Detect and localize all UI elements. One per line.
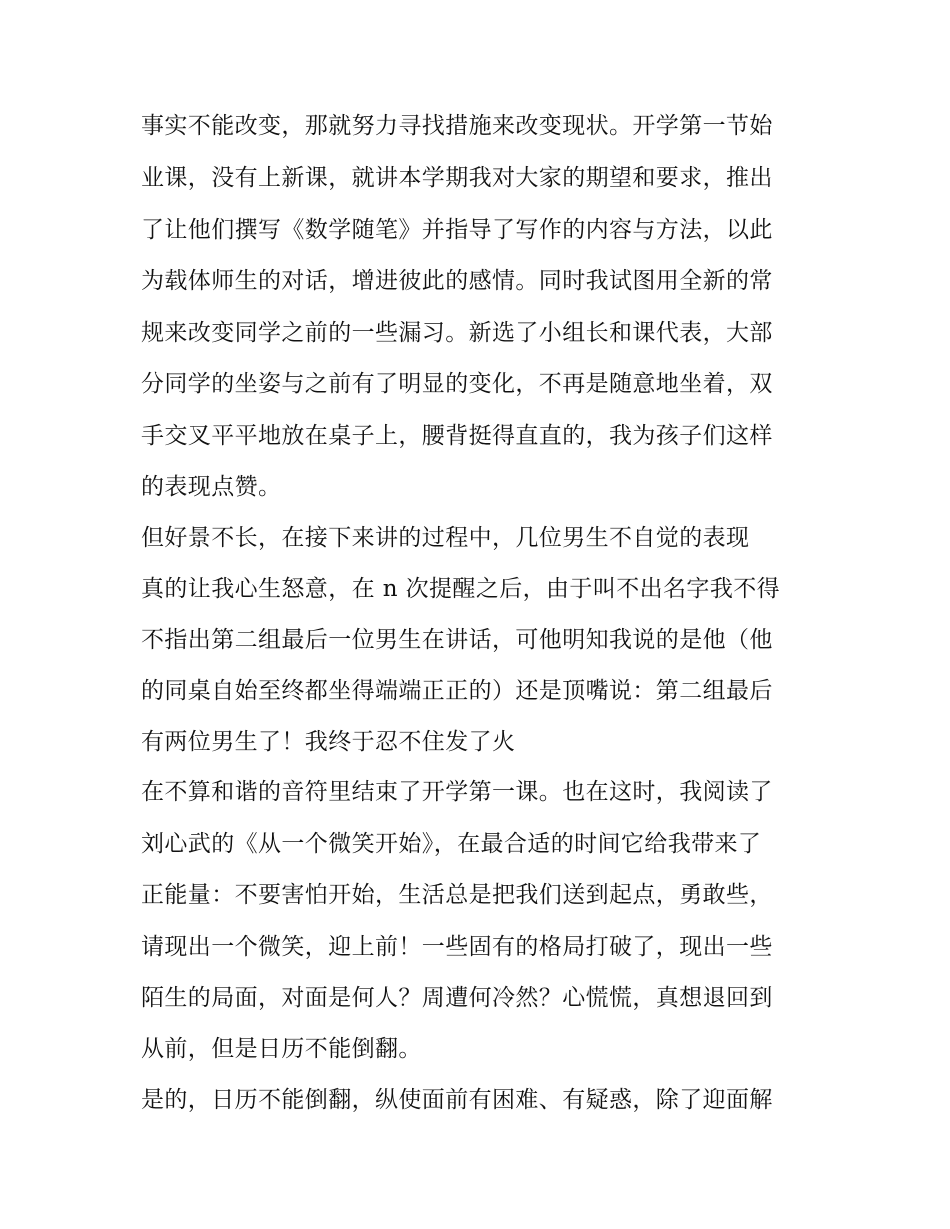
text-line: 请现出一个微笑，迎上前！一些固有的格局打破了，现出一些 bbox=[141, 934, 773, 960]
text-line: 的同桌自始至终都坐得端端正正的）还是顶嘴说：第二组最后 bbox=[141, 678, 773, 704]
text-line: 但好景不长，在接下来讲的过程中，几位男生不自觉的表现 bbox=[141, 525, 750, 551]
text-line: 业课，没有上新课，就讲本学期我对大家的期望和要求，推出 bbox=[141, 165, 773, 191]
text-line: 手交叉平平地放在桌子上，腰背挺得直直的，我为孩子们这样 bbox=[141, 423, 773, 449]
text-line: 规来改变同学之前的一些漏习。新选了小组长和课代表，大部 bbox=[141, 320, 773, 346]
text-line: 不指出第二组最后一位男生在讲话，可他明知我说的是他（他 bbox=[141, 627, 773, 653]
text-line: 真的让我心生怒意，在 n 次提醒之后，由于叫不出名字我不得 bbox=[141, 576, 781, 602]
text-line: 有两位男生了！我终于忍不住发了火 bbox=[141, 729, 516, 755]
text-line: 事实不能改变，那就努力寻找措施来改变现状。开学第一节始 bbox=[141, 113, 773, 139]
text-line: 从前，但是日历不能倒翻。 bbox=[141, 1036, 422, 1062]
text-line: 的表现点赞。 bbox=[141, 474, 282, 500]
text-line: 了让他们撰写《数学随笔》并指导了写作的内容与方法，以此 bbox=[141, 217, 773, 243]
text-line: 刘心武的《从一个微笑开始》，在最合适的时间它给我带来了 bbox=[141, 831, 762, 857]
text-line: 正能量：不要害怕开始，生活总是把我们送到起点，勇敢些， bbox=[141, 882, 773, 908]
text-line: 在不算和谐的音符里结束了开学第一课。也在这时，我阅读了 bbox=[141, 779, 773, 805]
text-line: 为载体师生的对话，增进彼此的感情。同时我试图用全新的常 bbox=[141, 268, 773, 294]
text-line: 分同学的坐姿与之前有了明显的变化，不再是随意地坐着，双 bbox=[141, 371, 773, 397]
text-line: 陌生的局面，对面是何人？周遭何冷然？心慌慌，真想退回到 bbox=[141, 985, 773, 1011]
text-line: 是的，日历不能倒翻，纵使面前有困难、有疑惑，除了迎面解 bbox=[141, 1087, 773, 1113]
